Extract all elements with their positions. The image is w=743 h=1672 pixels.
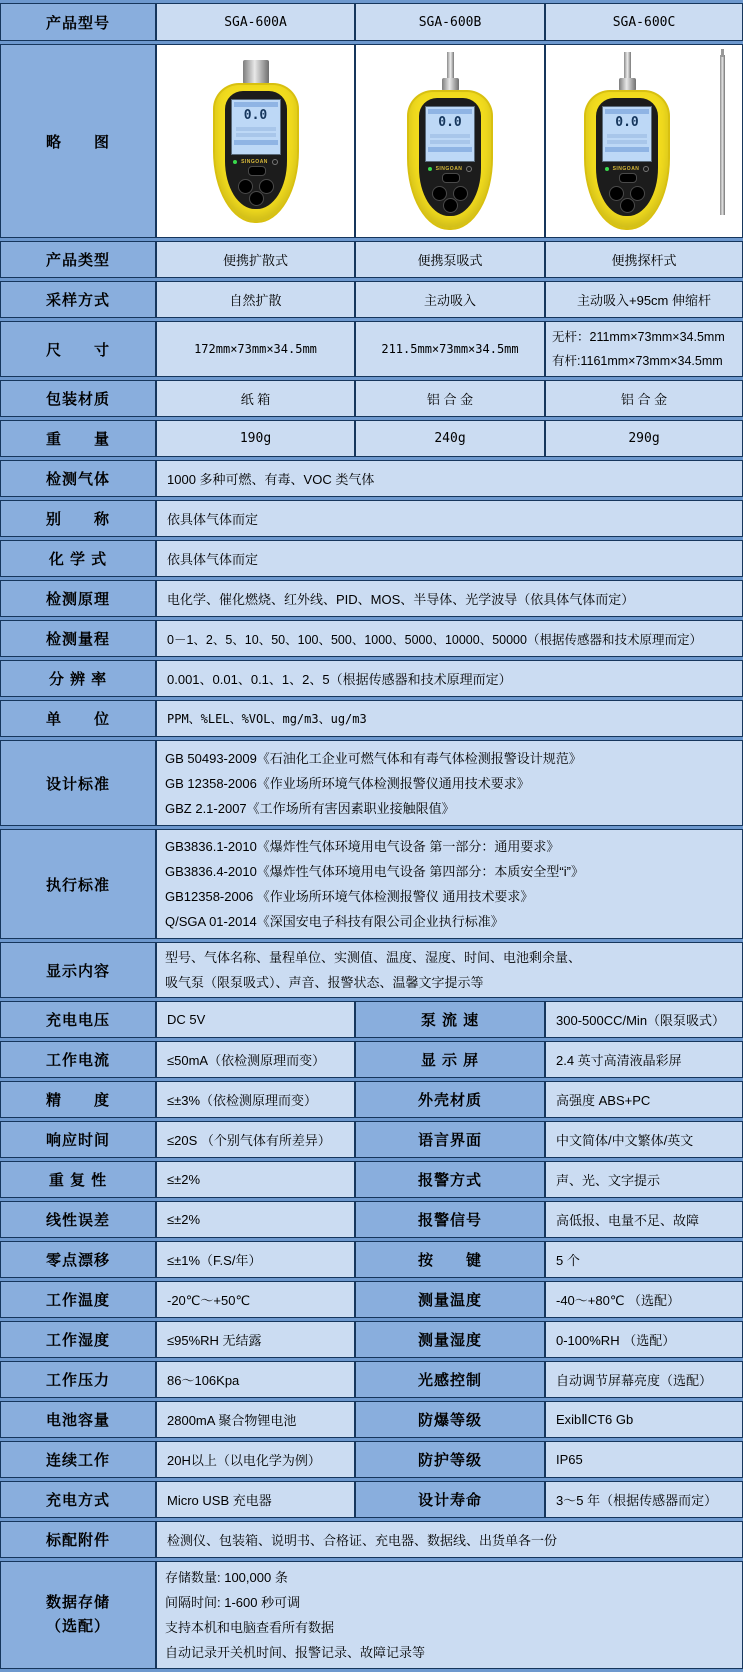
- model-a: SGA-600A: [156, 3, 355, 41]
- row-label: 工作电流: [0, 1041, 156, 1078]
- row-label: 按 键: [355, 1241, 545, 1278]
- cell-value: 主动吸入+95cm 伸缩杆: [545, 281, 743, 318]
- row-label: 检测气体: [0, 460, 156, 497]
- cell-value: ≤±3%（依检测原理而变）: [156, 1081, 355, 1118]
- menu-button: [442, 173, 460, 183]
- row-label: 语言界面: [355, 1121, 545, 1158]
- cell-value: ≤±1%（F.S/年）: [156, 1241, 355, 1278]
- row-label: 测量温度: [355, 1281, 545, 1318]
- cell-value: 290g: [545, 420, 743, 457]
- screen-date-bar: [428, 147, 472, 152]
- table-row: [0, 1241, 743, 1278]
- cell-value: 自然扩散: [156, 281, 355, 318]
- brand-line: [233, 159, 278, 165]
- power-icon: [272, 159, 278, 165]
- model-c: SGA-600C: [545, 3, 743, 41]
- power-icon: [466, 166, 472, 172]
- button-cluster: [607, 175, 647, 213]
- cell-value: 铝 合 金: [355, 380, 545, 417]
- cell-value: IP65: [545, 1441, 743, 1478]
- row-label: 检测原理: [0, 580, 156, 617]
- product-photo-cell-c: [545, 44, 743, 238]
- right-button: [259, 179, 274, 194]
- device-panel: [596, 98, 658, 216]
- cell-value: 电化学、催化燃烧、红外线、PID、MOS、半导体、光学波导（依具体气体而定）: [156, 580, 743, 617]
- brand-label: SINGOAN: [612, 166, 640, 172]
- table-row: [0, 829, 743, 939]
- row-label: 测量湿度: [355, 1321, 545, 1358]
- storage-line: 自动记录开关机时间、报警记录、故障记录等: [165, 1645, 426, 1660]
- brand-label: SINGOAN: [241, 158, 268, 165]
- screen-row: [430, 140, 470, 144]
- screen-reading: 0.0: [438, 115, 462, 130]
- cell-value: 高低报、电量不足、故障: [545, 1201, 743, 1238]
- cell-value: 172mm×73mm×34.5mm: [156, 321, 355, 377]
- storage-line: 间隔时间: 1-600 秒可调: [165, 1595, 301, 1610]
- row-label: 报警方式: [355, 1161, 545, 1198]
- device-screen: [231, 99, 281, 155]
- cell-value: 依具体气体而定: [156, 540, 743, 577]
- cell-value: ≤±2%: [156, 1201, 355, 1238]
- row-label: 防护等级: [355, 1441, 545, 1478]
- cell-value: DC 5V: [156, 1001, 355, 1038]
- device-body: [584, 90, 670, 230]
- table-row: [0, 1121, 743, 1158]
- row-label: 显 示 屏: [355, 1041, 545, 1078]
- row-label-line: 数据存储: [45, 1594, 110, 1611]
- row-label: 包装材质: [0, 380, 156, 417]
- table-row: [0, 1081, 743, 1118]
- cell-value: 中文简体/中文繁体/英文: [545, 1121, 743, 1158]
- cell-value: 0－1、2、5、10、50、100、500、1000、5000、10000、50000（根据传感器和技术原理而定）: [156, 620, 743, 657]
- cell-value: 依具体气体而定: [156, 500, 743, 537]
- gas-detector-pump: [407, 52, 493, 230]
- cell-value: 20H以上（以电化学为例）: [156, 1441, 355, 1478]
- screen-date-bar: [605, 147, 649, 152]
- led-indicator: [605, 167, 609, 171]
- device-screen: [602, 106, 652, 162]
- row-label: 工作湿度: [0, 1321, 156, 1358]
- cell-value: 2800mA 聚合物锂电池: [156, 1401, 355, 1438]
- product-photo-cell-b: [355, 44, 545, 238]
- cell-value: ≤95%RH 无结露: [156, 1321, 355, 1358]
- table-row: [0, 420, 743, 457]
- standard-line: GB3836.4-2010《爆炸性气体环境用电气设备 第四部分：本质安全型“i”》: [165, 864, 584, 879]
- telescopic-rod: [720, 55, 725, 215]
- row-label: 报警信号: [355, 1201, 545, 1238]
- cell-value: PPM、%LEL、%VOL、mg/m3、ug/m3: [156, 700, 743, 737]
- row-label: 检测量程: [0, 620, 156, 657]
- probe-tube: [447, 52, 454, 78]
- display-content-line: 吸气泵（限泵吸式）、声音、报警状态、温馨文字提示等: [165, 975, 484, 990]
- brand-line: [428, 166, 473, 172]
- table-row: [0, 321, 743, 377]
- cell-value: 1000 多种可燃、有毒、VOC 类气体: [156, 460, 743, 497]
- row-label: 重 量: [0, 420, 156, 457]
- cell-value: -20℃～+50℃: [156, 1281, 355, 1318]
- row-label: 采样方式: [0, 281, 156, 318]
- screen-row: [607, 134, 647, 138]
- table-row: [0, 1161, 743, 1198]
- cell-value: 铝 合 金: [545, 380, 743, 417]
- cell-value: 检测仪、包装箱、说明书、合格证、充电器、数据线、出货单各一份: [156, 1521, 743, 1558]
- display-content-line: 型号、气体名称、量程单位、实测值、温度、湿度、时间、电池剩余量、: [165, 950, 582, 965]
- table-row: [0, 44, 743, 238]
- table-row: [0, 1321, 743, 1358]
- cell-value: 3～5 年（根据传感器而定）: [545, 1481, 743, 1518]
- row-label: 外壳材质: [355, 1081, 545, 1118]
- model-b: SGA-600B: [355, 3, 545, 41]
- table-row: [0, 1001, 743, 1038]
- row-label: 电池容量: [0, 1401, 156, 1438]
- row-label: 防爆等级: [355, 1401, 545, 1438]
- table-row: [0, 740, 743, 826]
- enter-button: [443, 198, 458, 213]
- row-label: 单 位: [0, 700, 156, 737]
- row-label: 重 复 性: [0, 1161, 156, 1198]
- row-label: 响应时间: [0, 1121, 156, 1158]
- power-icon: [643, 166, 649, 172]
- button-cluster: [430, 175, 470, 213]
- table-row: [0, 1361, 743, 1398]
- screen-date-bar: [234, 140, 278, 145]
- standard-line: Q/SGA 01-2014《深国安电子科技有限公司企业执行标准》: [165, 914, 504, 929]
- row-label: 工作压力: [0, 1361, 156, 1398]
- row-label: 连续工作: [0, 1441, 156, 1478]
- cell-value: 便携泵吸式: [355, 241, 545, 278]
- cell-value: -40～+80℃ （选配）: [545, 1281, 743, 1318]
- menu-button: [619, 173, 637, 183]
- table-row: [0, 500, 743, 537]
- row-label: 别 称: [0, 500, 156, 537]
- table-row: [0, 700, 743, 737]
- table-row: [0, 1401, 743, 1438]
- row-label-sketch: 略 图: [0, 44, 156, 238]
- device-panel: [419, 98, 481, 216]
- row-label: 分 辨 率: [0, 660, 156, 697]
- device-body: [407, 90, 493, 230]
- row-label: 零点漂移: [0, 1241, 156, 1278]
- screen-reading: 0.0: [615, 115, 639, 130]
- cell-value: 190g: [156, 420, 355, 457]
- screen-reading: 0.0: [243, 107, 268, 123]
- cell-value: 211.5mm×73mm×34.5mm: [355, 321, 545, 377]
- cell-value: 86～106Kpa: [156, 1361, 355, 1398]
- table-row: [0, 1441, 743, 1478]
- row-label: 产品类型: [0, 241, 156, 278]
- cell-value: 5 个: [545, 1241, 743, 1278]
- table-row: [0, 1561, 743, 1669]
- cell-value-line: 有杆:1161mm×73mm×34.5mm: [552, 354, 723, 368]
- cell-value: 高强度 ABS+PC: [545, 1081, 743, 1118]
- table-row: [0, 1281, 743, 1318]
- row-label: 标配附件: [0, 1521, 156, 1558]
- device-body: [213, 83, 299, 223]
- table-row: [0, 1041, 743, 1078]
- gas-detector-probe: [584, 52, 670, 230]
- cell-value: 便携扩散式: [156, 241, 355, 278]
- cell-value: Micro USB 充电器: [156, 1481, 355, 1518]
- row-label: 执行标准: [0, 829, 156, 939]
- product-photo-cell-a: [156, 44, 355, 238]
- standard-line: GB3836.1-2010《爆炸性气体环境用电气设备 第一部分：通用要求》: [165, 839, 560, 854]
- table-row: [0, 460, 743, 497]
- row-label: 显示内容: [0, 942, 156, 998]
- screen-row: [236, 133, 276, 137]
- cell-value: 0-100%RH （选配）: [545, 1321, 743, 1358]
- standard-line: GB 12358-2006《作业场所环境气体检测报警仪通用技术要求》: [165, 775, 530, 791]
- table-row: [0, 580, 743, 617]
- row-label: 线性误差: [0, 1201, 156, 1238]
- cell-value-line: 无杆：211mm×73mm×34.5mm: [552, 330, 725, 344]
- product-photo-a: [158, 47, 353, 235]
- led-indicator: [428, 167, 432, 171]
- cell-value: ≤±2%: [156, 1161, 355, 1198]
- table-row: [0, 380, 743, 417]
- cell-value: 240g: [355, 420, 545, 457]
- sensor-cap: [243, 60, 269, 84]
- brand-line: [605, 166, 650, 172]
- row-label-storage: [0, 1561, 156, 1669]
- row-label: 精 度: [0, 1081, 156, 1118]
- row-label-model: 产品型号: [0, 3, 156, 41]
- brand-label: SINGOAN: [435, 166, 463, 172]
- screen-row: [236, 127, 276, 131]
- table-row: [0, 942, 743, 998]
- table-row: [0, 660, 743, 697]
- cell-value: 便携探杆式: [545, 241, 743, 278]
- led-indicator: [233, 160, 237, 164]
- row-label: 工作温度: [0, 1281, 156, 1318]
- product-photo-b: [357, 47, 543, 235]
- cell-value: 300-500CC/Min（限泵吸式）: [545, 1001, 743, 1038]
- standard-line: GBZ 2.1-2007《工作场所有害因素职业接触限值》: [165, 800, 455, 816]
- row-label: 化 学 式: [0, 540, 156, 577]
- row-label: 泵 流 速: [355, 1001, 545, 1038]
- table-row: [0, 281, 743, 318]
- standard-line: GB12358-2006 《作业场所环境气体检测报警仪 通用技术要求》: [165, 889, 534, 904]
- cell-value: 2.4 英寸高清液晶彩屏: [545, 1041, 743, 1078]
- enter-button: [249, 191, 264, 206]
- menu-button: [248, 166, 266, 176]
- probe-tube: [624, 52, 631, 78]
- device-panel: [225, 91, 287, 209]
- row-label: 光感控制: [355, 1361, 545, 1398]
- table-row: [0, 540, 743, 577]
- cell-value: 声、光、文字提示: [545, 1161, 743, 1198]
- enter-button: [620, 198, 635, 213]
- device-screen: [425, 106, 475, 162]
- table-row: [0, 241, 743, 278]
- table-row: [0, 1481, 743, 1518]
- cell-value: 纸 箱: [156, 380, 355, 417]
- table-row: [0, 620, 743, 657]
- gas-detector-diffusion: [213, 60, 299, 223]
- row-label: 尺 寸: [0, 321, 156, 377]
- cell-value: ≤50mA（依检测原理而变）: [156, 1041, 355, 1078]
- storage-line: 支持本机和电脑查看所有数据: [165, 1620, 335, 1635]
- screen-row: [607, 140, 647, 144]
- product-photo-c: [547, 47, 741, 235]
- cell-value: ≤20S （个别气体有所差异）: [156, 1121, 355, 1158]
- row-label: 设计寿命: [355, 1481, 545, 1518]
- storage-line: 存储数量: 100,000 条: [165, 1570, 288, 1585]
- cell-value: ExibⅡCT6 Gb: [545, 1401, 743, 1438]
- table-row: [0, 1201, 743, 1238]
- cell-value: 自动调节屏幕亮度（选配）: [545, 1361, 743, 1398]
- table-row: [0, 1521, 743, 1558]
- row-label: 设计标准: [0, 740, 156, 826]
- left-button: [238, 179, 253, 194]
- row-label-line: （选配）: [45, 1618, 110, 1635]
- cell-value: 0.001、0.01、0.1、1、2、5（根据传感器和技术原理而定）: [156, 660, 743, 697]
- row-label: 充电方式: [0, 1481, 156, 1518]
- standard-line: GB 50493-2009《石油化工企业可燃气体和有毒气体检测报警设计规范》: [165, 750, 582, 766]
- cell-value: 主动吸入: [355, 281, 545, 318]
- button-cluster: [236, 168, 276, 206]
- row-label: 充电电压: [0, 1001, 156, 1038]
- screen-row: [430, 134, 470, 138]
- table-row: [0, 3, 743, 41]
